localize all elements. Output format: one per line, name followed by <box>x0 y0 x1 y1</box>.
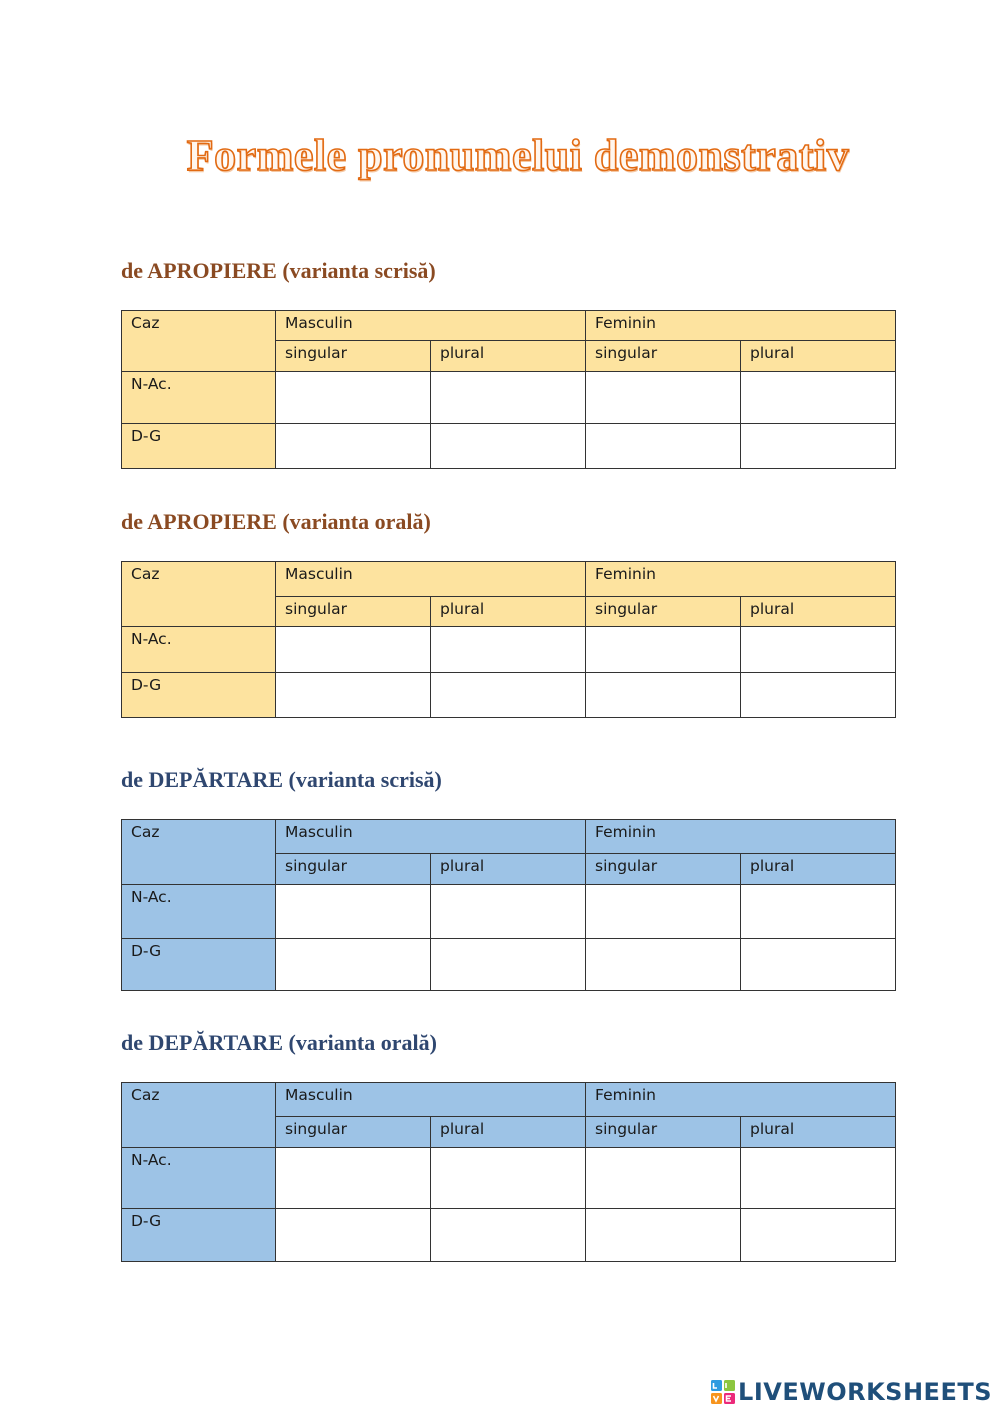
header-masculin-singular: singular <box>276 854 431 885</box>
header-feminin-plural: plural <box>741 341 896 372</box>
answer-cell-d-g-feminin-plural[interactable] <box>741 939 896 991</box>
answer-cell-d-g-feminin-singular[interactable] <box>586 1209 741 1262</box>
header-masculin: Masculin <box>276 562 586 597</box>
answer-cell-n-ac-masculin-plural[interactable] <box>431 372 586 424</box>
answer-cell-n-ac-masculin-singular[interactable] <box>276 372 431 424</box>
answer-cell-n-ac-masculin-singular[interactable] <box>276 885 431 939</box>
header-masculin-plural: plural <box>431 1117 586 1148</box>
answer-cell-n-ac-masculin-plural[interactable] <box>431 627 586 673</box>
liveworksheets-branding <box>711 1377 992 1407</box>
page-title: Formele pronumelui demonstrativ <box>186 131 850 180</box>
answer-cell-n-ac-feminin-plural[interactable] <box>741 372 896 424</box>
header-masculin: Masculin <box>276 311 586 341</box>
answer-cell-d-g-masculin-singular[interactable] <box>276 424 431 469</box>
header-masculin-singular: singular <box>276 1117 431 1148</box>
header-masculin-singular: singular <box>276 341 431 372</box>
answer-cell-d-g-masculin-singular[interactable] <box>276 1209 431 1262</box>
header-caz: Caz <box>122 311 276 372</box>
answer-cell-d-g-feminin-singular[interactable] <box>586 939 741 991</box>
row-label-n-ac: N-Ac. <box>122 1148 276 1209</box>
answer-cell-n-ac-feminin-plural[interactable] <box>741 627 896 673</box>
section-heading-departare-scrisa: de DEPĂRTARE (varianta scrisă) <box>121 767 442 792</box>
answer-cell-d-g-feminin-plural[interactable] <box>741 673 896 718</box>
answer-cell-d-g-masculin-singular[interactable] <box>276 939 431 991</box>
answer-cell-d-g-masculin-plural[interactable] <box>431 1209 586 1262</box>
header-feminin-plural: plural <box>741 854 896 885</box>
header-masculin: Masculin <box>276 820 586 854</box>
row-label-d-g: D-G <box>122 424 276 469</box>
row-label-d-g: D-G <box>122 939 276 991</box>
liveworksheets-logo-icon <box>711 1380 735 1404</box>
header-feminin-singular: singular <box>586 854 741 885</box>
answer-cell-d-g-masculin-plural[interactable] <box>431 673 586 718</box>
answer-cell-d-g-feminin-singular[interactable] <box>586 673 741 718</box>
header-caz: Caz <box>122 562 276 627</box>
section-heading-apropiere-scrisa: de APROPIERE (varianta scrisă) <box>121 258 436 283</box>
table-apropiere-scrisa <box>121 310 896 469</box>
table-departare-orala <box>121 1082 896 1262</box>
table-departare-scrisa <box>121 819 896 991</box>
answer-cell-n-ac-feminin-singular[interactable] <box>586 885 741 939</box>
header-feminin-singular: singular <box>586 341 741 372</box>
header-feminin: Feminin <box>586 311 896 341</box>
section-heading-departare-orala: de DEPĂRTARE (varianta orală) <box>121 1030 437 1055</box>
answer-cell-n-ac-feminin-plural[interactable] <box>741 1148 896 1209</box>
answer-cell-n-ac-masculin-singular[interactable] <box>276 627 431 673</box>
answer-cell-d-g-feminin-singular[interactable] <box>586 424 741 469</box>
header-masculin-plural: plural <box>431 854 586 885</box>
header-masculin: Masculin <box>276 1083 586 1117</box>
answer-cell-n-ac-feminin-singular[interactable] <box>586 372 741 424</box>
header-masculin-singular: singular <box>276 597 431 627</box>
answer-cell-d-g-masculin-plural[interactable] <box>431 939 586 991</box>
table-apropiere-orala <box>121 561 896 718</box>
row-label-d-g: D-G <box>122 673 276 718</box>
row-label-n-ac: N-Ac. <box>122 885 276 939</box>
header-feminin: Feminin <box>586 1083 896 1117</box>
row-label-n-ac: N-Ac. <box>122 627 276 673</box>
answer-cell-d-g-masculin-plural[interactable] <box>431 424 586 469</box>
header-masculin-plural: plural <box>431 341 586 372</box>
header-feminin-singular: singular <box>586 597 741 627</box>
header-feminin-singular: singular <box>586 1117 741 1148</box>
header-caz: Caz <box>122 1083 276 1148</box>
answer-cell-n-ac-masculin-plural[interactable] <box>431 1148 586 1209</box>
answer-cell-n-ac-feminin-singular[interactable] <box>586 627 741 673</box>
row-label-n-ac: N-Ac. <box>122 372 276 424</box>
answer-cell-d-g-feminin-plural[interactable] <box>741 1209 896 1262</box>
answer-cell-n-ac-masculin-plural[interactable] <box>431 885 586 939</box>
header-caz: Caz <box>122 820 276 885</box>
row-label-d-g: D-G <box>122 1209 276 1262</box>
section-heading-apropiere-orala: de APROPIERE (varianta orală) <box>121 509 431 534</box>
answer-cell-n-ac-masculin-singular[interactable] <box>276 1148 431 1209</box>
liveworksheets-brand-text: LIVEWORKSHEETS <box>738 1378 992 1406</box>
answer-cell-d-g-feminin-plural[interactable] <box>741 424 896 469</box>
answer-cell-n-ac-feminin-singular[interactable] <box>586 1148 741 1209</box>
header-masculin-plural: plural <box>431 597 586 627</box>
header-feminin: Feminin <box>586 562 896 597</box>
header-feminin-plural: plural <box>741 597 896 627</box>
header-feminin-plural: plural <box>741 1117 896 1148</box>
header-feminin: Feminin <box>586 820 896 854</box>
answer-cell-n-ac-feminin-plural[interactable] <box>741 885 896 939</box>
answer-cell-d-g-masculin-singular[interactable] <box>276 673 431 718</box>
